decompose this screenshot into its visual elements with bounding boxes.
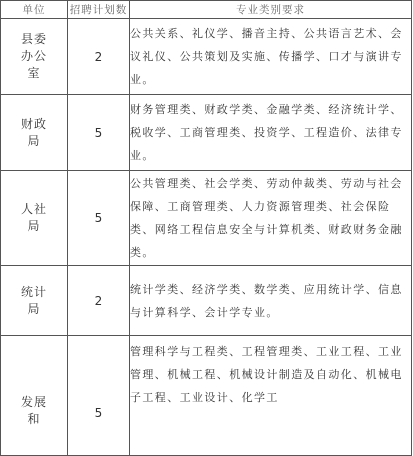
header-unit: 单位 [1, 1, 68, 19]
table-row [1, 19, 412, 95]
table-body [1, 19, 412, 456]
major-cell: 公共管理类、社会学类、劳动仲裁类、劳动与社会保障、工商管理类、人力资源管理类、社会保险类、网络工程信息安全与计算机类、财政财务金融类。 [130, 171, 412, 266]
unit-name: 人社局 [20, 202, 47, 233]
unit-name: 统计局 [20, 284, 47, 316]
table-row [1, 171, 412, 266]
unit-cell [1, 336, 68, 456]
unit-cell [1, 19, 68, 95]
major-cell: 财务管理类、财政学类、金融学类、经济统计学、税收学、工商管理类、投资学、工程造价、法律专业。 [130, 95, 412, 171]
table-row [1, 336, 412, 456]
header-quota: 招聘计划数 [68, 1, 130, 19]
unit-name: 县委办公室 [20, 32, 47, 80]
table-row [1, 266, 412, 336]
unit-cell [1, 95, 68, 171]
unit-cell [1, 171, 68, 266]
unit-name: 发展和 [20, 395, 47, 426]
quota-cell: 5 [68, 336, 130, 456]
quota-cell: 2 [68, 266, 130, 336]
major-cell: 管理科学与工程类、工程管理类、工业工程、工业管理、机械工程、机械设计制造及自动化、机械电子工程、工业设计、化学工 [130, 336, 412, 456]
header-major: 专业类别要求 [130, 1, 412, 19]
quota-cell: 5 [68, 171, 130, 266]
table-header [1, 1, 412, 19]
unit-cell [1, 266, 68, 336]
quota-cell: 5 [68, 95, 130, 171]
major-cell: 公共关系、礼仪学、播音主持、公共语言艺术、会议礼仪、公共策划及实施、传播学、口才与演讲专业。 [130, 19, 412, 95]
header-row [1, 1, 412, 19]
quota-cell: 2 [68, 19, 130, 95]
table-row [1, 95, 412, 171]
major-cell: 统计学类、经济学类、数学类、应用统计学、信息与计算科学、会计学专业。 [130, 266, 412, 336]
unit-name: 财政局 [20, 116, 47, 148]
